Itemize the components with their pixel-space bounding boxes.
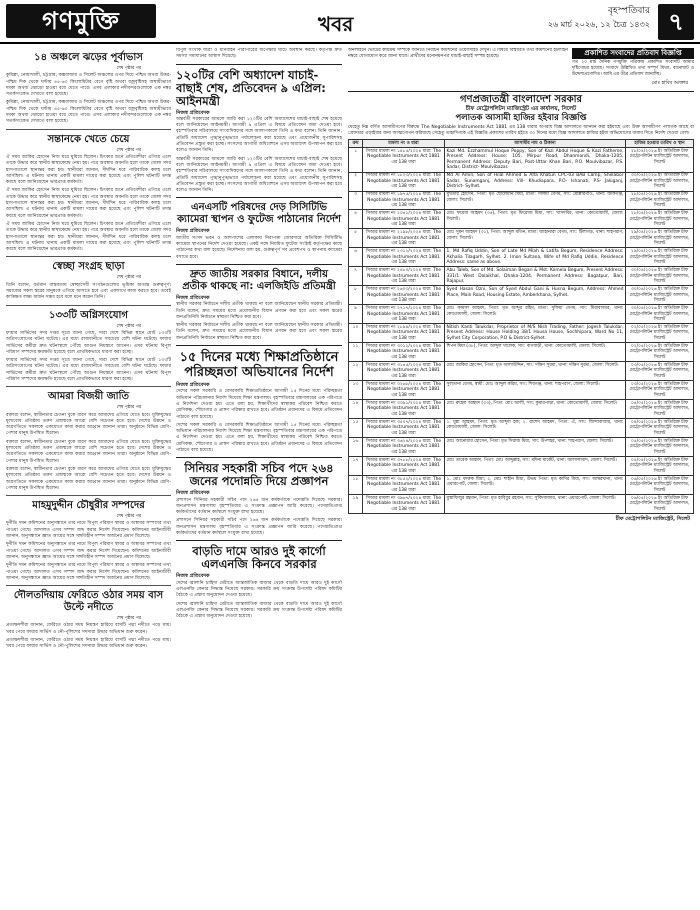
byline: নিজস্ব প্রতিবেদক (176, 490, 210, 497)
appearance-cell: ২৮/০৪/২০২৬ ইং অতিরিক্ত চীফ মেট্রোপলিটন ম্যাজিস্ট্রেট আদালত, সিলেট (626, 210, 694, 229)
table-row (349, 343, 694, 362)
accused-cell: Nitish Kanti Talukdar, Proprietor of M/S Nish Trading, Father: Jogesh Talukdar, Present Address: House Holding 38/1 Housa House, Sochhipara, Ward No 11, Sylhet City Corporation, P.O & District-Sylhet. (446, 324, 624, 342)
byline: নিজস্ব প্রতিবেদক (176, 294, 210, 301)
continued-label: শেষ পৃষ্ঠার পর (116, 514, 141, 520)
divider (176, 197, 342, 198)
serial-cell: ১৭ (349, 457, 363, 476)
article-body: প্রত্যক্ষদর্শীরা জানান, ফেরিতে ওঠার সময় নিয়ন্ত্রণ হারিয়ে বাসটি পদ্মা নদীতে পড়ে যায়। খবর পেয়ে ফায়ার সার্ভিস ও নৌ-পুলিশের সদস্যরা উদ্ধার অভিযান শুরু করেন। (6, 623, 171, 635)
table-row (349, 362, 694, 381)
table-body (349, 147, 694, 513)
notice-header (348, 48, 694, 88)
column-left (6, 48, 171, 906)
article-body: দুর্নীতি দমন কমিশনের অনুসন্ধানে তার নামে বিপুল পরিমাণ স্থাবর ও অস্থাবর সম্পদের তথ্য পাওয়া গেছে। আদালত এসব সম্পদ জব্দ করার নির্দেশ দিয়েছেন। কমিশনের আইনজীবী জানান, অনুসন্ধানে জ্ঞাত আয়ের সঙ্গে সঙ্গতিহীন সম্পদ অর্জনের প্রমাণ মিলেছে। (6, 521, 171, 540)
serial-cell: ১৮ (349, 476, 363, 495)
appearance-cell: ০৩/০৫/২০২৬ ইং অতিরিক্ত চীফ মেট্রোপলিটন ম্যাজিস্ট্রেট আদালত, সিলেট (626, 362, 694, 381)
headline-promotion[interactable]: সিনিয়র সহকারী সচিব পদে ২৬৪ জনের পদোন্নতি দিয়ে প্রজ্ঞাপন (184, 461, 334, 489)
continued-label: শেষ পৃষ্ঠার পর (116, 323, 141, 329)
date: ২৬ মার্চ ২০২৬, ১২ চৈত্র ১৪৩২ (547, 20, 650, 29)
table-row (349, 286, 694, 305)
serial-cell: ৯ (349, 305, 363, 324)
article-body: তিনি বলেন, বর্তমান বাস্তবতায় স্বেচ্ছাসেবী সংগঠনগুলোর ভূমিকা অত্যন্ত গুরুত্বপূর্ণ। সমাজের সকল স্তরের মানুষকে এগিয়ে আসতে হবে এবং একসাথে কাজ করতে হবে। তবেই কাঙ্ক্ষিত লক্ষ্য অর্জন সম্ভব হবে বলে মনে করেন তিনি। (6, 282, 171, 301)
article-body: প্রত্যক্ষদর্শীরা জানান, ফেরিতে ওঠার সময় নিয়ন্ত্রণ হারিয়ে বাসটি পদ্মা নদীতে পড়ে যায়। খবর পেয়ে ফায়ার সার্ভিস ও নৌ-পুলিশের সদস্যরা উদ্ধার অভিযান শুরু করেন। (6, 638, 171, 650)
headline-assets[interactable]: মাহমুদুদ্দীন চৌধুরীর সম্পদের (32, 500, 145, 512)
headline-volunteer[interactable]: স্বেচ্ছা সংগ্রহ ছাড়া (52, 261, 125, 273)
serial-cell: ১২ (349, 362, 363, 381)
case-number-cell: সিআর মামলা নং ৩০১২/২০২৪ ধারা: The Negotiable Instruments Act 1881 এর 138 ধারা (363, 343, 445, 362)
serial-cell: ১৪ (349, 400, 363, 419)
column-header: ক্রম (349, 140, 363, 148)
article-body: ফায়ার সার্ভিসের সদর দপ্তর সূত্রে জানা গেছে, সারা দেশে বিভিন্ন স্থানে মোট ১৩৩টি অগ্নিসংযোগের ঘটনা ঘটেছে। এর মধ্যে রাজধানীতে সবচেয়ে বেশি ঘটনা ঘটেছে। ফায়ার সার্ভিসের কর্মীরা দ্রুত ঘটনাস্থলে পৌঁছে আগুন নিয়ন্ত্রণে আনেন। এসব ঘটনায় বিপুল পরিমাণ সম্পদের ক্ষয়ক্ষতি হয়েছে বলে প্রাথমিকভাবে ধারণা করা হচ্ছে। (6, 330, 171, 355)
case-number-cell: সিআর মামলা নং ২৭১৭/২০২৪ ধারা: The Negotiable Instruments Act 1881 এর 138 ধারা (363, 305, 445, 324)
accused-cell: Md Al Amin, Son of Hilal Ahmed & Alfa Khatun CPC-03 BAB Camp, Shelabor Sadar, Sunamganj, Address: Vill- Khudiapara, P.O- Ishanati, P.S- Jakiganj, District- Sylhet. (446, 173, 624, 190)
accused-cell: মোঃ ফয়েজ আহমদ (৩৫), পিতা: মৃত ফিরোজ মিয়া, সাং: খাসদবির, থানা: কোতোয়ালী, জেলা: সিলেট। (445, 210, 626, 229)
case-number-cell: সিআর মামলা নং ১৪৮৫/২০২৪ ধারা: The Negotiable Instruments Act 1881 এর 138 ধারা (363, 147, 445, 172)
accused-cell: মোঃ জাকির হোসেন, পিতা: মৃত আলাউদ্দিন, সাং: দক্ষিণ সুরমা, থানা: দক্ষিণ সুরমা, জেলা: সিলেট। (445, 362, 626, 381)
appearance-cell: ৩০/০৪/২০২৬ ইং অতিরিক্ত চীফ মেট্রোপলিটন ম্যাজিস্ট্রেট আদালত, সিলেট (626, 172, 694, 191)
case-number-cell: সিআর মামলা নং ২০৪১/২০২৪ ধারা: The Negotiable Instruments Act 1881 এর 138 ধারা (363, 210, 445, 229)
article-body: প্রশাসনে সিনিয়র সহকারী সচিব পদে ২৬৪ জন কর্মকর্তাকে পদোন্নতি দিয়েছে সরকার। জনপ্রশাসন মন্ত্রণালয় বৃহস্পতিবার এ সংক্রান্ত প্রজ্ঞাপন জারি করেছে। পদোন্নতিপ্রাপ্ত কর্মকর্তাদের বর্তমান কর্মস্থলে সংযুক্ত রাখা হয়েছে। (176, 518, 342, 537)
section-name: খবর (318, 12, 354, 36)
case-number-cell: সিআর মামলা নং ৩৬২৪/২০২৪ ধারা: The Negotiable Instruments Act 1881 এর 138 ধারা (363, 438, 445, 457)
article-body: ফায়ার সার্ভিসের সদর দপ্তর সূত্রে জানা গেছে, সারা দেশে বিভিন্ন স্থানে মোট ১৩৩টি অগ্নিসংযোগের ঘটনা ঘটেছে। এর মধ্যে রাজধানীতে সবচেয়ে বেশি ঘটনা ঘটেছে। ফায়ার সার্ভিসের কর্মীরা দ্রুত ঘটনাস্থলে পৌঁছে আগুন নিয়ন্ত্রণে আনেন। এসব ঘটনায় বিপুল পরিমাণ সম্পদের ক্ষয়ক্ষতি হয়েছে বলে প্রাথমিকভাবে ধারণা করা হচ্ছে। (6, 358, 171, 382)
case-number-cell: সিআর মামলা নং ৩৩৯১/২০২৪ ধারা: The Negotiable Instruments Act 1881 এর 138 ধারা (363, 400, 445, 419)
accused-cell: Abu Taleb, Son of Md. Solaiman Begari & Mst. Komela Begum, Present Address: 331/1 West Dolaikhal, Dhaka-1204, Permanent Address: Bagatpur, Bari, Rajapur. (446, 267, 624, 285)
serial-cell: ১৩ (349, 381, 363, 400)
article-body: ঐ সময় জাকির হোসেন নিজ ঘরে ঘুমিয়ে ছিলেন। চিৎকার শুনে প্রতিবেশীরা এগিয়ে এলে তাকে উদ্ধার করে স্থানীয় স্বাস্থ্যকেন্দ্রে নেয়া হয়। পরে অবস্থার অবনতি হলে তাকে জেলা সদর হাসপাতালে স্থানান্তর করা হয়। স্থানীয়রা জানান, দীর্ঘদিন ধরে পারিবারিক কলহ চলে আসছিল। এ ঘটনায় থানায় একটি মামলা দায়ের করা হয়েছে এবং পুলিশ ঘটনাটি তদন্ত করছে বলে জানিয়েছেন ভারপ্রাপ্ত কর্মকর্তা। (6, 188, 171, 219)
serial-cell: ৭ (349, 267, 363, 286)
table-row (349, 305, 694, 324)
divider (6, 305, 171, 306)
byline: নিজস্ব প্রতিবেদক (176, 382, 210, 389)
dateline (548, 4, 650, 32)
serial-cell: ৪ (349, 210, 363, 229)
case-number-cell: সিআর মামলা নং ৩১৪৫/২০২৪ ধারা: The Negotiable Instruments Act 1881 এর 138 ধারা (363, 362, 445, 381)
weekday: বৃহস্পতিবার (608, 6, 650, 16)
article-body: জাতীয় সংসদ ভবন ও আশপাশের এলাকায় নিরাপত্তা জোরদারে অতিরিক্ত সিসিটিভি ক্যামেরা স্থাপনের নির্দেশ দেওয়া হয়েছে। একই সঙ্গে নিয়মিত ফুটেজ সংশ্লিষ্ট কর্তৃপক্ষের কাছে পাঠানোর কথা বলা হয়েছে। নির্দেশনায় বলা হয়, গুরুত্বপূর্ণ সব প্রবেশপথ ও স্থাপনায় ক্যামেরা বসাতে হবে। (176, 235, 342, 260)
headline-lng[interactable]: বাড়তি দামে আরও দুই কার্গো এলএনজি কিনবে সরকার (192, 544, 326, 572)
headline-ferry-bus[interactable]: দৌলতদিয়ায় ফেরিতে ওঠার সময় বাস উল্টে নদীতে (13, 590, 164, 614)
article-body: দেশের সকল সরকারি ও বেসরকারি শিক্ষাপ্রতিষ্ঠানে আগামী ১৫ দিনের মধ্যে পরিচ্ছন্নতা অভিযান পরিচালনার নির্দেশ দিয়েছে শিক্ষা মন্ত্রণালয়। বৃহস্পতিবার মন্ত্রণালয়ের এক পরিপত্রে এ নির্দেশনা দেওয়া হয়। এতে বলা হয়, শিক্ষার্থীদের স্বাস্থ্যকর পরিবেশ নিশ্চিত করতে শ্রেণিকক্ষ, শৌচাগার ও প্রাঙ্গণ পরিষ্কার রাখতে হবে। প্রতিষ্ঠান প্রধানদের এ বিষয়ে প্রতিবেদন পাঠাতে বলা হয়েছে। (176, 389, 342, 420)
accused-cell: সুলতানা বেগম, স্বামী: মোঃ আব্দুল করিম, সাং: শিবগঞ্জ, থানা: শাহপরাণ, জেলা: সিলেট। (445, 381, 626, 400)
appearance-cell: ২৯/০৪/২০২৬ ইং অতিরিক্ত চীফ মেট্রোপলিটন ম্যাজিস্ট্রেট আদালত, সিলেট (626, 229, 694, 248)
case-number-cell: সিআর মামলা নং ৩৯৬৭/২০২৪ ধারা: The Negotiable Instruments Act 1881 এর 138 ধারা (363, 495, 445, 514)
table-row (349, 191, 694, 210)
serial-cell: ১৬ (349, 438, 363, 457)
accused-cell: মোঃ তারেক আহমদ, পিতা: মোঃ আব্দুল্লাহ, সাং: মদিনা মার্কেট, থানা: জালালাবাদ, জেলা: সিলেট। (445, 457, 626, 476)
table-row (349, 476, 694, 495)
appearance-cell: ০৪/০৫/২০২৬ ইং অতিরিক্ত চীফ মেট্রোপলিটন ম্যাজিস্ট্রেট আদালত, সিলেট (626, 400, 694, 419)
table-row (349, 457, 694, 476)
article-body: দুর্নীতি দমন কমিশনের অনুসন্ধানে তার নামে বিপুল পরিমাণ স্থাবর ও অস্থাবর সম্পদের তথ্য পাওয়া গেছে। আদালত এসব সম্পদ জব্দ করার নির্দেশ দিয়েছেন। কমিশনের আইনজীবী জানান, অনুসন্ধানে জ্ঞাত আয়ের সঙ্গে সঙ্গতিহীন সম্পদ অর্জনের প্রমাণ মিলেছে। (6, 563, 171, 581)
accused-cell: ১. মুন্না আহমদ, পিতা: মৃত আব্দুল হক; ২. রাশেদ আহমদ, পিতা: ঐ, সাং: জিন্দাবাজার, থানা: কোতোয়ালী, জেলা: সিলেট। (445, 419, 626, 438)
divider (176, 64, 342, 65)
column-right (348, 48, 694, 906)
divider (348, 91, 694, 92)
accused-table (348, 139, 694, 514)
article-body: দেশের সকল সরকারি ও বেসরকারি শিক্ষাপ্রতিষ্ঠানে আগামী ১৫ দিনের মধ্যে পরিচ্ছন্নতা অভিযান পরিচালনার নির্দেশ দিয়েছে শিক্ষা মন্ত্রণালয়। বৃহস্পতিবার মন্ত্রণালয়ের এক পরিপত্রে এ নির্দেশনা দেওয়া হয়। এতে বলা হয়, শিক্ষার্থীদের স্বাস্থ্যকর পরিবেশ নিশ্চিত করতে শ্রেণিকক্ষ, শৌচাগার ও প্রাঙ্গণ পরিষ্কার রাখতে হবে। প্রতিষ্ঠান প্রধানদের এ বিষয়ে প্রতিবেদন পাঠাতে বলা হয়েছে। (176, 422, 342, 453)
notice-intro: অনলাইনে ভোটের কার্যক্রম সম্পর্কে জানতে নির্বাচন কমিশনের ওয়েবসাইট দেখুন। এ বিষয়ে বিস্তারিত তথ্য কমিশনের হটলাইন নম্বরে যোগাযোগ করে জানা যাবে। প্রার্থীদের মনোনয়নপত্র যাচাই-বাছাই সম্পন্ন হয়েছে। (348, 48, 568, 60)
article-body: ঐ সময় জাকির হোসেন নিজ ঘরে ঘুমিয়ে ছিলেন। চিৎকার শুনে প্রতিবেশীরা এগিয়ে এলে তাকে উদ্ধার করে স্থানীয় স্বাস্থ্যকেন্দ্রে নেয়া হয়। পরে অবস্থার অবনতি হলে তাকে জেলা সদর হাসপাতালে স্থানান্তর করা হয়। স্থানীয়রা জানান, দীর্ঘদিন ধরে পারিবারিক কলহ চলে আসছিল। এ ঘটনায় থানায় একটি মামলা দায়ের করা হয়েছে এবং পুলিশ ঘটনাটি তদন্ত করছে বলে জানিয়েছেন ভারপ্রাপ্ত কর্মকর্তা। (6, 154, 171, 186)
case-number-cell: সিআর মামলা নং ১৮২৩/২০২৪ ধারা: The Negotiable Instruments Act 1881 এর 138 ধারা (363, 172, 445, 191)
case-number-cell: সিআর মামলা নং ২৪৮০/২০২৪ ধারা: The Negotiable Instruments Act 1881 এর 138 ধারা (363, 267, 445, 286)
table-header-row (349, 140, 694, 148)
table-row (349, 400, 694, 419)
signature-title: চীফ মেট্রোপলিটন ম্যাজিস্ট্রেট, সিলেট (615, 515, 690, 522)
headline-ordinances[interactable]: ১২০টির বেশি অধ্যাদেশ যাচাই-বাছাই শেষ, প্রতিবেদন ৯ এপ্রিল: আইনমন্ত্রী (176, 67, 326, 108)
appearance-cell: ০৪/০৫/২০২৬ ইং অতিরিক্ত চীফ মেট্রোপলিটন ম্যাজিস্ট্রেট আদালত, সিলেট (626, 419, 694, 438)
case-number-cell: সিআর মামলা নং ২১৯৮/২০২৪ ধারা: The Negotiable Instruments Act 1881 এর 138 ধারা (363, 229, 445, 248)
appearance-cell: ২৮/০৪/২০২৬ ইং অতিরিক্ত চীফ মেট্রোপলিটন ম্যাজিস্ট্রেট আদালত, সিলেট (626, 147, 694, 172)
article-body: বিপুল সংখ্যক যাত্রী ও যানবাহন পারাপারের অপেক্ষায় ঘাটে অবস্থান করছে। কর্তৃপক্ষ দ্রুত সমস্যা সমাধানের আশ্বাস দিয়েছে। (176, 48, 342, 60)
notice-body: যেহেতু নিম্ন বর্ণিত আসামীগণের বিরুদ্ধে The Negotiable Instruments Act 1881 এর 138 ধারার অপরাধ বিজ্ঞ আদালতে আনয়ন করা হইয়াছে এবং উক্ত আসামীগণ পলাতক আছে বা গ্রেফতার এড়াইবার জন্য আত্মগোপন করিয়াছে সেহেতু তাহাদিগকে এই বিজ্ঞপ্তি প্রকাশের তারিখ হইতে ৩০ দিনের মধ্যে বিজ্ঞ আদালতে হাজির হইয়া অভিযোগের জবাব দিতে নির্দেশ দেওয়া গেল। (348, 125, 694, 137)
article-body: ঐ সময় জাকির হোসেন নিজ ঘরে ঘুমিয়ে ছিলেন। চিৎকার শুনে প্রতিবেশীরা এগিয়ে এলে তাকে উদ্ধার করে স্থানীয় স্বাস্থ্যকেন্দ্রে নেয়া হয়। পরে অবস্থার অবনতি হলে তাকে জেলা সদর হাসপাতালে স্থানান্তর করা হয়। স্থানীয়রা জানান, দীর্ঘদিন ধরে পারিবারিক কলহ চলে আসছিল। এ ঘটনায় থানায় একটি মামলা দায়ের করা হয়েছে এবং পুলিশ ঘটনাটি তদন্ত করছে বলে জানিয়েছেন ভারপ্রাপ্ত কর্মকর্তা। (6, 221, 171, 253)
appearance-cell: ০২/০৫/২০২৬ ইং অতিরিক্ত চীফ মেট্রোপলিটন ম্যাজিস্ট্রেট আদালত, সিলেট (626, 343, 694, 362)
accused-cell: মুখতার হোসেন, পিতা: মৃত ছোলেমান মিয়া, মাতা: সালমা বেগম, সাং: মোল্লারগাঁও, থানা: জকিগঞ্জ, জেলা: সিলেট। (445, 191, 626, 210)
accused-cell: মোঃ আনোয়ার হোসেন, পিতা: মৃত সিরাজ মিয়া, সাং: উপশহর, থানা: শাহপরাণ, জেলা: সিলেট। (445, 438, 626, 457)
divider (6, 386, 171, 387)
divider (6, 256, 171, 257)
article-body: দেশের জ্বালানি চাহিদা মেটাতে আন্তর্জাতিক বাজার থেকে বাড়তি দামে আরও দুই কার্গো এলএনজি কেনার সিদ্ধান্ত নিয়েছে সরকার। সরকারি ক্রয় সংক্রান্ত উপদেষ্টা পরিষদ কমিটির বৈঠকে এ প্রস্তাব অনুমোদন দেওয়া হয়েছে। (176, 580, 342, 599)
appearance-cell: ০২/০৫/২০২৬ ইং অতিরিক্ত চীফ মেট্রোপলিটন ম্যাজিস্ট্রেট আদালত, সিলেট (626, 324, 694, 343)
article-body: বক্তারা বলেন, স্বাধীনতার চেতনা বুকে ধারণ করে আমাদের এগিয়ে যেতে হবে। মুক্তিযুদ্ধের মূল্যবোধ প্রতিষ্ঠায় তরুণ প্রজন্মকে আরো বেশি সচেতন হতে হবে। দেশের উন্নয়ন ও অগ্রগতিতে সকলকে একযোগে কাজ করার আহ্বান জানান তারা। অনুষ্ঠানে বিভিন্ন শ্রেণি-পেশার মানুষ উপস্থিত ছিলেন। (6, 412, 171, 437)
appearance-cell: ৩০/০৪/২০২৬ ইং অতিরিক্ত চীফ মেট্রোপলিটন ম্যাজিস্ট্রেট আদালত, সিলেট (626, 305, 694, 324)
accused-cell: মোঃ রুহেল আহমদ (৩৩), পিতা: মোঃ আলী, সাং: কুমারপাড়া, থানা: কোতোয়ালী, জেলা: সিলেট। (445, 400, 626, 419)
government-title: গণপ্রজাতন্ত্রী বাংলাদেশ সরকার (460, 94, 582, 105)
serial-cell: ৫ (349, 229, 363, 248)
table-row (349, 419, 694, 438)
column-header: হাজির হওয়ার তারিখ ও স্থান (626, 140, 694, 148)
appearance-cell: ২৯/০৪/২০২৬ ইং অতিরিক্ত চীফ মেট্রোপলিটন ম্যাজিস্ট্রেট আদালত, সিলেট (626, 248, 694, 267)
headline-victorious-nation[interactable]: আমরা বিজয়ী জাতি (48, 391, 129, 403)
column-header: আসামীর নাম ও ঠিকানা (445, 140, 626, 148)
article-body: দেশের জ্বালানি চাহিদা মেটাতে আন্তর্জাতিক বাজার থেকে বাড়তি দামে আরও দুই কার্গো এলএনজি কেনার সিদ্ধান্ত নিয়েছে সরকার। সরকারি ক্রয় সংক্রান্ত উপদেষ্টা পরিষদ কমিটির বৈঠকে এ প্রস্তাব অনুমোদন দেওয়া হয়েছে। (176, 601, 342, 620)
divider (6, 495, 171, 496)
notice-heading[interactable]: পলাতক আসামী হাজির হইবার বিজ্ঞপ্তি (455, 113, 587, 123)
rejoinder-banner[interactable]: প্রকাশিত সংবাদের প্রতিবাদ বিজ্ঞপ্তি (572, 48, 694, 59)
serial-cell: ১১ (349, 343, 363, 362)
divider (6, 129, 171, 130)
article-body: কুমিল্লা, নোয়াখালী, চট্টগ্রাম, কক্সবাজার ও সিলেট অঞ্চলের ওপর দিয়ে পশ্চিম অথবা উত্তর-পশ্চিম দিক থেকে ঘণ্টায় ৪৫-৬০ কিলোমিটার বেগে বৃষ্টি অথবা বজ্রবৃষ্টিসহ অস্থায়ীভাবে দমকা অথবা ঝোড়ো হাওয়া বয়ে যেতে পারে। এসব এলাকার নদীবন্দরগুলোকে এক নম্বর সতর্কসংকেত দেখাতে বলা হয়েছে। (6, 73, 171, 98)
case-number-cell: সিআর মামলা নং ৩৮৫২/২০২৪ ধারা: The Negotiable Instruments Act 1881 এর 138 ধারা (363, 476, 445, 495)
headline-cctv[interactable]: এনএসটি পরিষদের দেড় সিসিটিভি ক্যামেরা স্থাপন ও ফুটেজ পাঠানোর নির্দেশ (177, 202, 341, 226)
accused-cell: মোঃ কামাল আহমদ, পিতা: মৃত আব্দুর রহিম, মাতা: সুফিয়া বেগম, সাং: মিরাবাজার, থানা: কোতোয়ালী, জেলা: সিলেট। (445, 305, 626, 324)
appearance-cell: ০৬/০৫/২০২৬ ইং অতিরিক্ত চীফ মেট্রোপলিটন ম্যাজিস্ট্রেট আদালত, সিলেট (626, 476, 694, 495)
divider (176, 457, 342, 458)
divider (6, 585, 171, 586)
serial-cell: ৩ (349, 191, 363, 210)
serial-cell: ২ (349, 172, 363, 191)
case-number-cell: সিআর মামলা নং ২৮৯৪/২০২৪ ধারা: The Negotiable Instruments Act 1881 এর 138 ধারা (363, 324, 445, 343)
appearance-cell: ০৫/০৫/২০২৬ ইং অতিরিক্ত চীফ মেট্রোপলিটন ম্যাজিস্ট্রেট আদালত, সিলেট (626, 457, 694, 476)
continued-label: শেষ পৃষ্ঠার পর (116, 616, 141, 622)
case-number-cell: সিআর মামলা নং ৩৫০৭/২০২৪ ধারা: The Negotiable Instruments Act 1881 এর 138 ধারা (363, 419, 445, 438)
appearance-cell: ২৮/০৪/২০২৬ ইং অতিরিক্ত চীফ মেট্রোপলিটন ম্যাজিস্ট্রেট আদালত, সিলেট (626, 191, 694, 210)
byline: নিজস্ব প্রতিবেদক (176, 109, 210, 116)
case-number-cell: সিআর মামলা নং ১৯৭৫/২০২৪ ধারা: The Negotiable Instruments Act 1881 এর 138 ধারা (363, 191, 445, 210)
article-body: দুর্নীতি দমন কমিশনের অনুসন্ধানে তার নামে বিপুল পরিমাণ স্থাবর ও অস্থাবর সম্পদের তথ্য পাওয়া গেছে। আদালত এসব সম্পদ জব্দ করার নির্দেশ দিয়েছেন। কমিশনের আইনজীবী জানান, অনুসন্ধানে জ্ঞাত আয়ের সঙ্গে সঙ্গতিহীন সম্পদ অর্জনের প্রমাণ মিলেছে। (6, 542, 171, 560)
masthead (0, 0, 700, 44)
serial-cell: ৬ (349, 248, 363, 267)
appearance-cell: ০৫/০৫/২০২৬ ইং অতিরিক্ত চীফ মেট্রোপলিটন ম্যাজিস্ট্রেট আদালত, সিলেট (626, 438, 694, 457)
newspaper-logo[interactable]: গণমুক্তি (6, 4, 156, 38)
headline-local-government[interactable]: দ্রুত জাতীয় সরকার বিধানে, দলীয় প্রতীক থাকছে না: এলজিইডি প্রতিমন্ত্রী (182, 268, 336, 292)
accused-cell: 1. Md Rafiq Uddin, Son of Late Md Miah & Latifa Begum, Residence Address: Akhalia Tilagarh, Sylhet. 2. Imon Sultana, Wife of Md Rafiq Uddin, Residence Address: same as above. (446, 249, 624, 266)
serial-cell: ১৯ (349, 495, 363, 514)
continued-label: শেষ পৃষ্ঠার পর (116, 405, 141, 411)
serial-cell: ৮ (349, 286, 363, 305)
continued-label: শেষ পৃষ্ঠার পর (116, 275, 141, 281)
headline-arson[interactable]: ১৩৩টি অগ্নিসংযোগ (49, 309, 128, 321)
table-row (349, 438, 694, 457)
article-body: কুমিল্লা, নোয়াখালী, চট্টগ্রাম, কক্সবাজার ও সিলেট অঞ্চলের ওপর দিয়ে পশ্চিম অথবা উত্তর-পশ্চিম দিক থেকে ঘণ্টায় ৪৫-৬০ কিলোমিটার বেগে বৃষ্টি অথবা বজ্রবৃষ্টিসহ অস্থায়ীভাবে দমকা অথবা ঝোড়ো হাওয়া বয়ে যেতে পারে। এসব এলাকার নদীবন্দরগুলোকে এক নম্বর সতর্কসংকেত দেখাতে বলা হয়েছে। (6, 100, 171, 125)
accused-cell: মুস্তাফিজুর রহমান, পিতা: মৃত হাবিবুর রহমান, সাং: সুবিদবাজার, থানা: এয়ারপোর্ট, জেলা: সিলেট। (445, 495, 626, 514)
table-row (349, 495, 694, 514)
table-row (349, 229, 694, 248)
table-row (349, 210, 694, 229)
continued-label: শেষ পৃষ্ঠার পর (116, 147, 141, 153)
byline: নিজস্ব প্রতিবেদক (176, 228, 210, 235)
continued-label: শেষ পৃষ্ঠার পর (116, 66, 141, 71)
table-row (349, 267, 694, 286)
accused-cell: শিপন মিয়া (৩৮), পিতা: আব্দুল খালেক, সাং: বাগবাড়ী, থানা: কোতোয়ালী, জেলা: সিলেট। (445, 343, 626, 362)
headline-storm-forecast[interactable]: ১৪ অঞ্চলে ঝড়ের পূর্বাভাস (34, 52, 143, 63)
case-number-cell: সিআর মামলা নং ৩২৬৮/২০২৪ ধারা: The Negotiable Instruments Act 1881 এর 138 ধারা (363, 381, 445, 400)
serial-cell: ১০ (349, 324, 363, 343)
rejoinder-text: গত ২০ মার্চ দৈনিক গণমুক্তি পত্রিকায় প্রকাশিত সংবাদটি আমার দৃষ্টিগোচর হয়েছে। সংবাদে উল্লিখিত তথ্য সম্পূর্ণ মিথ্যা, বানোয়াট ও উদ্দেশ্যপ্রণোদিত। আমি এর তীব্র প্রতিবাদ জানাচ্ছি। (572, 60, 694, 77)
article-body: বক্তারা বলেন, স্বাধীনতার চেতনা বুকে ধারণ করে আমাদের এগিয়ে যেতে হবে। মুক্তিযুদ্ধের মূল্যবোধ প্রতিষ্ঠায় তরুণ প্রজন্মকে আরো বেশি সচেতন হতে হবে। দেশের উন্নয়ন ও অগ্রগতিতে সকলকে একযোগে কাজ করার আহ্বান জানান তারা। অনুষ্ঠানে বিভিন্ন শ্রেণি-পেশার মানুষ উপস্থিত ছিলেন। (6, 439, 171, 464)
appearance-cell: ৩০/০৪/২০২৬ ইং অতিরিক্ত চীফ মেট্রোপলিটন ম্যাজিস্ট্রেট আদালত, সিলেট (626, 286, 694, 305)
office-name: চীফ মেট্রোপলিটন ম্যাজিস্ট্রেট এর কার্যালয়, সিলেট (465, 106, 577, 112)
article-body: স্থানীয় সরকার নির্বাচনে দলীয় প্রতীক থাকছে না বলে জানিয়েছেন স্থানীয় সরকার প্রতিমন্ত্রী। তিনি বলেন, দ্রুত সময়ের মধ্যে প্রয়োজনীয় বিধান প্রণয়ন করা হবে এবং সকল স্তরের জনপ্রতিনিধি নির্বাচনে স্বচ্ছতা নিশ্চিত করা হবে। (176, 302, 342, 320)
column-header: মামলা নং ও ধারা (363, 140, 445, 148)
appearance-cell: ০৩/০৫/২০২৬ ইং অতিরিক্ত চীফ মেট্রোপলিটন ম্যাজিস্ট্রেট আদালত, সিলেট (626, 381, 694, 400)
rejoinder-signature: মোঃ হাবিব আক্তার (651, 81, 688, 86)
table-row (349, 248, 694, 267)
table-row (349, 381, 694, 400)
byline: নিজস্ব প্রতিবেদক (176, 573, 210, 580)
headline-cleanliness-drive[interactable]: ১৫ দিনের মধ্যে শিক্ষাপ্রতিষ্ঠানে পরিচ্ছন্নতা অভিযানের নির্দেশ (179, 350, 339, 381)
accused-cell: Kazi Md. Ezzhammul Hoque Poppy, Son of Kazi Abdul Hoque & Kazi Fatheme, Present Address: House: 105, Mirpur Road, Dhanmondi, Dhaka-1205, Permanent Address: Deputy Bari, Post-Uttar Khan Bari, P.O. Moulvibazar, P.S. Sadar, District- Moulvibazar. (446, 148, 624, 171)
serial-cell: ১৫ (349, 419, 363, 438)
article-body: বক্তারা বলেন, স্বাধীনতার চেতনা বুকে ধারণ করে আমাদের এগিয়ে যেতে হবে। মুক্তিযুদ্ধের মূল্যবোধ প্রতিষ্ঠায় তরুণ প্রজন্মকে আরো বেশি সচেতন হতে হবে। দেশের উন্নয়ন ও অগ্রগতিতে সকলকে একযোগে কাজ করার আহ্বান জানান তারা। অনুষ্ঠানে বিভিন্ন শ্রেণি-পেশার মানুষ উপস্থিত ছিলেন। (6, 466, 171, 491)
divider (176, 345, 342, 346)
article-body: অন্তর্বর্তী সরকারের আমলে জারি করা ১২০টির বেশি অধ্যাদেশের যাচাই-বাছাই শেষ হয়েছে বলে জানিয়েছেন আইনমন্ত্রী। আগামী ৯ এপ্রিল এ বিষয়ে প্রতিবেদন জমা দেওয়া হবে। বৃহস্পতিবার সচিবালয়ে সাংবাদিকদের সঙ্গে আলাপকালে তিনি এ কথা বলেন। তিনি জানান, প্রতিটি অধ্যাদেশ পুঙ্খানুপুঙ্খভাবে পর্যালোচনা করা হয়েছে এবং প্রয়োজনীয় সুপারিশসহ প্রতিবেদন প্রস্তুত করা হচ্ছে। সংসদের আগামী অধিবেশনে এসব অধ্যাদেশ উপস্থাপন করা হবে বলেও জানান তিনি। (176, 116, 342, 154)
accused-cell: ১. মোঃ ফারুক মিয়া; ২. মোঃ শাহীন মিয়া, উভয় পিতা: মৃত কাদির মিয়া, সাং: আম্বরখানা, থানা: এয়ারপোর্ট, জেলা: সিলেট। (445, 476, 626, 495)
table-row (349, 147, 694, 172)
serial-cell: ১ (349, 147, 363, 172)
case-number-cell: সিআর মামলা নং ২৬০৩/২০২৪ ধারা: The Negotiable Instruments Act 1881 এর 138 ধারা (363, 286, 445, 305)
accused-cell: মোঃ সুমন আহমদ (৩১), পিতা: আব্দুল মতিন, মাতা: জাহানারা বেগম, সাং: টিলাগড়, থানা: শাহপরাণ, জেলা: সিলেট। (445, 229, 626, 248)
case-number-cell: সিআর মামলা নং ২৩১২/২০২৪ ধারা: The Negotiable Instruments Act 1881 এর 138 ধারা (363, 248, 445, 267)
headline-child-story[interactable]: সন্তানকে খেতে চেয়ে (47, 133, 130, 145)
divider (176, 540, 342, 541)
page-number: ৭ (658, 4, 694, 40)
accused-cell: Syed Hasan Ozni, Son of Syed Abdul Gani & Husna Begum, Address: Ahmed Place, Main Road, Housing Estate, Amberkhana, Sylhet. (445, 286, 626, 305)
case-number-cell: সিআর মামলা নং ৩৭৮৮/২০২৪ ধারা: The Negotiable Instruments Act 1881 এর 138 ধারা (363, 457, 445, 476)
table-row (349, 172, 694, 191)
appearance-cell: ৩০/০৪/২০২৬ ইং অতিরিক্ত চীফ মেট্রোপলিটন ম্যাজিস্ট্রেট আদালত, সিলেট (626, 267, 694, 286)
article-body: অন্তর্বর্তী সরকারের আমলে জারি করা ১২০টির বেশি অধ্যাদেশের যাচাই-বাছাই শেষ হয়েছে বলে জানিয়েছেন আইনমন্ত্রী। আগামী ৯ এপ্রিল এ বিষয়ে প্রতিবেদন জমা দেওয়া হবে। বৃহস্পতিবার সচিবালয়ে সাংবাদিকদের সঙ্গে আলাপকালে তিনি এ কথা বলেন। তিনি জানান, প্রতিটি অধ্যাদেশ পুঙ্খানুপুঙ্খভাবে পর্যালোচনা করা হয়েছে এবং প্রয়োজনীয় সুপারিশসহ প্রতিবেদন প্রস্তুত করা হচ্ছে। সংসদের আগামী অধিবেশনে এসব অধ্যাদেশ উপস্থাপন করা হবে বলেও জানান তিনি। (176, 156, 342, 194)
appearance-cell: ০৬/০৫/২০২৬ ইং অতিরিক্ত চীফ মেট্রোপলিটন ম্যাজিস্ট্রেট আদালত, সিলেট (626, 495, 694, 514)
divider (176, 264, 342, 265)
article-body: প্রশাসনে সিনিয়র সহকারী সচিব পদে ২৬৪ জন কর্মকর্তাকে পদোন্নতি দিয়েছে সরকার। জনপ্রশাসন মন্ত্রণালয় বৃহস্পতিবার এ সংক্রান্ত প্রজ্ঞাপন জারি করেছে। পদোন্নতিপ্রাপ্ত কর্মকর্তাদের বর্তমান কর্মস্থলে সংযুক্ত রাখা হয়েছে। (176, 497, 342, 516)
column-middle (176, 48, 342, 906)
table-row (349, 324, 694, 343)
article-body: স্থানীয় সরকার নির্বাচনে দলীয় প্রতীক থাকছে না বলে জানিয়েছেন স্থানীয় সরকার প্রতিমন্ত্রী। তিনি বলেন, দ্রুত সময়ের মধ্যে প্রয়োজনীয় বিধান প্রণয়ন করা হবে এবং সকল স্তরের জনপ্রতিনিধি নির্বাচনে স্বচ্ছতা নিশ্চিত করা হবে। (176, 323, 342, 341)
